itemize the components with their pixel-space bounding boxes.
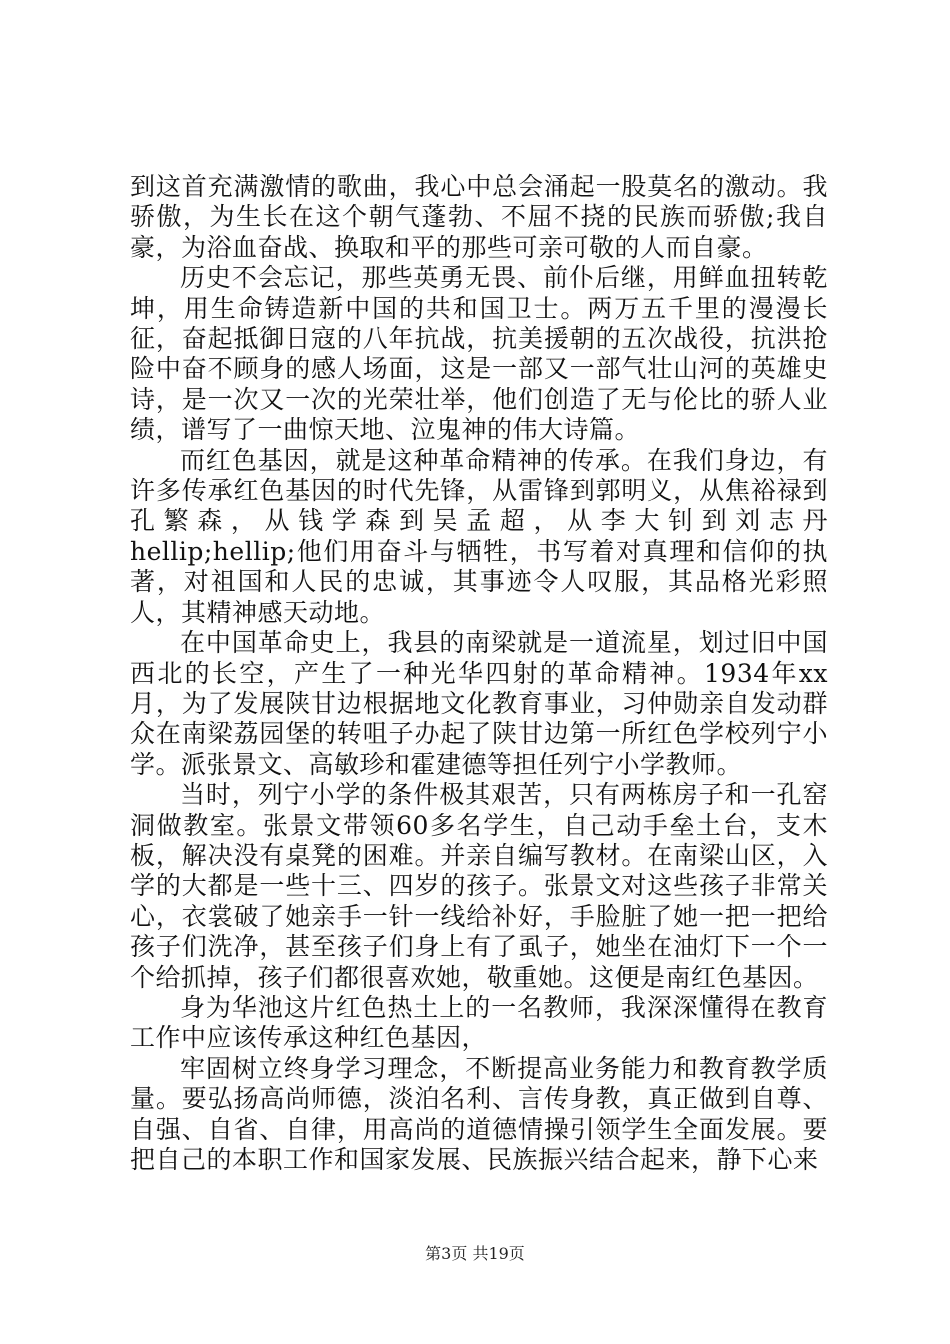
paragraph-2: 历史不会忘记，那些英勇无畏、前仆后继，用鲜血扭转乾坤，用生命铸造新中国的共和国卫士。两万五千里的漫漫长征，奋起抵御日寇的八年抗战，抗美援朝的五次战役，抗洪抢险中奋不顾身的感人场面，这是一部又一部气壮山河的英雄史诗，是一次又一次的光荣壮举，他们创造了无与伦比的骄人业绩，谱写了一曲惊天地、泣鬼神的伟大诗篇。 xyxy=(130,263,828,445)
paragraph-1: 到这首充满激情的歌曲，我心中总会涌起一股莫名的激动。我骄傲，为生长在这个朝气蓬勃、不屈不挠的民族而骄傲;我自豪，为浴血奋战、换取和平的那些可亲可敬的人而自豪。 xyxy=(130,172,828,262)
paragraph-3: 而红色基因，就是这种革命精神的传承。在我们身边，有许多传承红色基因的时代先锋，从雷锋到郭明义，从焦裕禄到孔繁森，从钱学森到吴孟超，从李大钊到刘志丹hellip;hellip;他们用奋斗与牺牲，书写着对真理和信仰的执著，对祖国和人民的忠诚，其事迹令人叹服，其品格光彩照人，其精神感天动地。 xyxy=(130,445,828,627)
paragraph-6: 身为华池这片红色热土上的一名教师，我深深懂得在教育工作中应该传承这种红色基因， xyxy=(130,992,828,1053)
page-footer xyxy=(0,1244,950,1264)
paragraph-5: 当时，列宁小学的条件极其艰苦，只有两栋房子和一孔窑洞做教室。张景文带领60多名学生，自己动手垒土台，支木板，解决没有桌凳的困难。并亲自编写教材。在南梁山区，入学的大都是一些十三、四岁的孩子。张景文对这些孩子非常关心，衣裳破了她亲手一针一线给补好，手脸脏了她一把一把给孩子们洗净，甚至孩子们身上有了虱子，她坐在油灯下一个一个给抓掉，孩子们都很喜欢她，敬重她。这便是南红色基因。 xyxy=(130,780,828,992)
paragraph-7: 牢固树立终身学习理念，不断提高业务能力和教育教学质量。要弘扬高尚师德，淡泊名利、言传身教，真正做到自尊、自强、自省、自律，用高尚的道德情操引领学生全面发展。要把自己的本职工作和国家发展、民族振兴结合起来，静下心来 xyxy=(130,1053,828,1174)
page-number: 第3页 共19页 xyxy=(425,1244,525,1263)
paragraph-4: 在中国革命史上，我县的南梁就是一道流星，划过旧中国西北的长空，产生了一种光华四射的革命精神。1934年xx月，为了发展陕甘边根据地文化教育事业，习仲勋亲自发动群众在南梁荔园堡的转咀子办起了陕甘边第一所红色学校列宁小学。派张景文、高敏珍和霍建德等担任列宁小学教师。 xyxy=(130,628,828,779)
document-body xyxy=(130,172,828,1175)
